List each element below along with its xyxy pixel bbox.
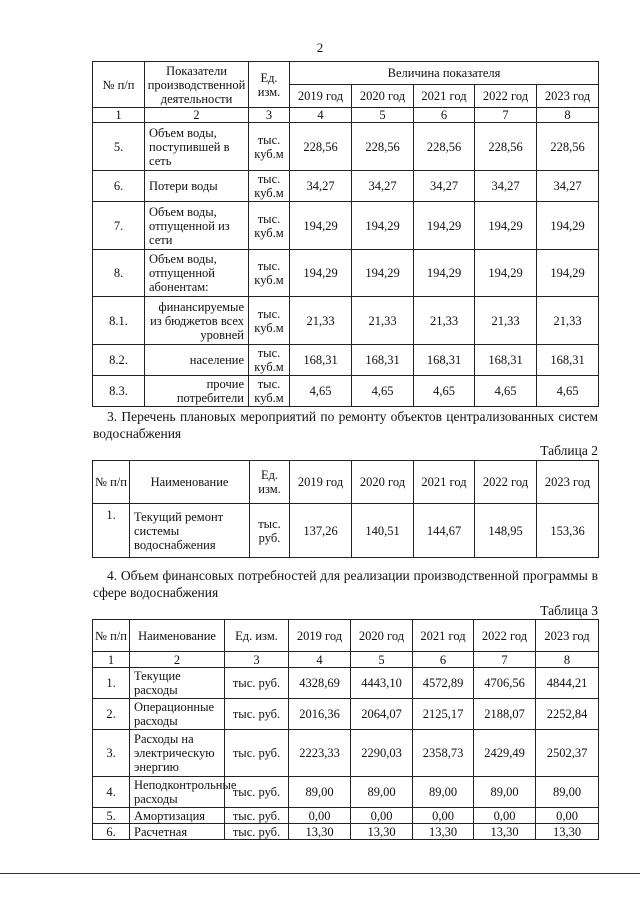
col-number: 6	[414, 108, 475, 123]
table-row	[93, 297, 599, 345]
col-number: 8	[537, 108, 599, 123]
header-num: № п/п	[93, 62, 145, 108]
row-value: 4443,10	[351, 668, 413, 699]
row-name: Расчетная	[130, 824, 225, 840]
header-year: 2021 год	[414, 85, 475, 108]
row-value: 228,56	[290, 123, 352, 171]
row-value: 148,95	[475, 504, 537, 558]
row-unit: тыс. руб.	[225, 824, 289, 840]
page-number: 2	[316, 40, 324, 55]
header-num: № п/п	[93, 461, 130, 504]
row-value: 140,51	[352, 504, 414, 558]
row-value: 2290,03	[351, 730, 413, 777]
table2-caption: Таблица 2	[540, 443, 598, 458]
header-year: 2019 год	[290, 461, 352, 504]
col-number: 7	[474, 652, 536, 668]
table-row	[93, 699, 599, 730]
col-number: 1	[93, 652, 130, 668]
row-value: 21,33	[537, 297, 599, 345]
repair-measures-table	[92, 460, 599, 558]
header-year: 2022 год	[475, 85, 537, 108]
row-value: 2358,73	[413, 730, 474, 777]
header-unit: Ед. изм.	[250, 461, 290, 504]
row-value: 228,56	[352, 123, 414, 171]
row-name: финансируемые из бюджетов всех уровней	[145, 297, 249, 345]
col-number: 4	[289, 652, 351, 668]
row-value: 89,00	[289, 777, 351, 808]
row-name: Объем воды, отпущенной из сети	[145, 202, 249, 250]
header-year: 2023 год	[536, 620, 599, 652]
header-value-group: Величина показателя	[290, 62, 599, 85]
row-num: 1.	[93, 668, 130, 699]
row-value: 34,27	[352, 171, 414, 202]
row-value: 153,36	[537, 504, 599, 558]
col-number: 3	[225, 652, 289, 668]
col-number: 6	[413, 652, 474, 668]
row-value: 194,29	[414, 202, 475, 250]
col-number: 1	[93, 108, 145, 123]
production-indicators-table	[92, 61, 599, 407]
row-num: 7.	[93, 202, 145, 250]
header-name: Наименование	[130, 461, 250, 504]
table-row	[93, 730, 599, 777]
row-name: Объем воды, отпущенной абонентам:	[145, 250, 249, 297]
row-value: 194,29	[352, 250, 414, 297]
header-year: 2020 год	[352, 461, 414, 504]
table-row	[93, 668, 599, 699]
header-name: Наименование	[130, 620, 225, 652]
col-number: 5	[352, 108, 414, 123]
row-value: 194,29	[290, 202, 352, 250]
table-row	[93, 123, 599, 171]
header-year: 2022 год	[474, 620, 536, 652]
row-value: 2223,33	[289, 730, 351, 777]
row-num: 4.	[93, 777, 130, 808]
header-year: 2021 год	[413, 620, 474, 652]
row-num: 1.	[93, 504, 130, 558]
row-value: 228,56	[414, 123, 475, 171]
header-year: 2020 год	[351, 620, 413, 652]
row-value: 0,00	[536, 808, 599, 824]
row-unit: тыс. куб.м	[249, 250, 290, 297]
col-number: 4	[290, 108, 352, 123]
row-unit: тыс. куб.м	[249, 202, 290, 250]
row-value: 89,00	[413, 777, 474, 808]
row-name: Расходы на электрическую энергию	[130, 730, 225, 777]
row-value: 168,31	[414, 345, 475, 376]
section3-heading: 3. Перечень плановых мероприятий по ремонту объектов централизованных систем водоснабжения	[93, 409, 598, 441]
row-num: 8.2.	[93, 345, 145, 376]
row-value: 194,29	[290, 250, 352, 297]
row-value: 2064,07	[351, 699, 413, 730]
row-value: 168,31	[352, 345, 414, 376]
header-year: 2021 год	[414, 461, 475, 504]
col-number: 3	[249, 108, 290, 123]
row-value: 194,29	[537, 250, 599, 297]
row-num: 5.	[93, 808, 130, 824]
row-name: Амортизация	[130, 808, 225, 824]
row-name: прочие потребители	[145, 376, 249, 407]
row-value: 4,65	[414, 376, 475, 407]
row-value: 228,56	[475, 123, 537, 171]
row-value: 137,26	[290, 504, 352, 558]
row-value: 34,27	[414, 171, 475, 202]
row-unit: тыс. куб.м	[249, 345, 290, 376]
row-name: Текущие расходы	[130, 668, 225, 699]
table-row	[93, 171, 599, 202]
row-value: 34,27	[537, 171, 599, 202]
header-unit: Ед. изм.	[225, 620, 289, 652]
row-unit: тыс. руб.	[225, 730, 289, 777]
row-value: 168,31	[290, 345, 352, 376]
header-year: 2023 год	[537, 461, 599, 504]
row-num: 2.	[93, 699, 130, 730]
header-year: 2019 год	[289, 620, 351, 652]
row-value: 89,00	[351, 777, 413, 808]
row-value: 2502,37	[536, 730, 599, 777]
row-num: 8.1.	[93, 297, 145, 345]
row-num: 8.	[93, 250, 145, 297]
col-number: 8	[536, 652, 599, 668]
header-unit: Ед. изм.	[249, 62, 290, 108]
row-unit: тыс. куб.м	[249, 376, 290, 407]
row-num: 6.	[93, 824, 130, 840]
header-indicator: Показатели производственной деятельности	[145, 62, 249, 108]
header-year: 2022 год	[475, 461, 537, 504]
table-row	[93, 250, 599, 297]
row-value: 13,30	[289, 824, 351, 840]
table-row	[93, 504, 599, 558]
row-value: 4,65	[537, 376, 599, 407]
row-num: 3.	[93, 730, 130, 777]
header-num: № п/п	[93, 620, 130, 652]
table-row	[93, 376, 599, 407]
row-unit: тыс. куб.м	[249, 123, 290, 171]
row-unit: тыс. руб.	[250, 504, 290, 558]
row-value: 13,30	[536, 824, 599, 840]
financial-needs-table	[92, 619, 599, 840]
row-num: 8.3.	[93, 376, 145, 407]
row-unit: тыс. руб.	[225, 668, 289, 699]
row-value: 0,00	[413, 808, 474, 824]
row-value: 0,00	[474, 808, 536, 824]
row-name: Текущий ремонт системы водоснабжения	[130, 504, 250, 558]
row-value: 4844,21	[536, 668, 599, 699]
row-unit: тыс. руб.	[225, 777, 289, 808]
row-name: население	[145, 345, 249, 376]
section4-heading: 4. Объем финансовых потребностей для реализации производственной программы в сфере водоснабжения	[93, 568, 598, 600]
row-value: 4706,56	[474, 668, 536, 699]
row-unit: тыс. руб.	[225, 699, 289, 730]
row-name: Неподконтрольные расходы	[130, 777, 225, 808]
col-number: 7	[475, 108, 537, 123]
row-value: 194,29	[537, 202, 599, 250]
row-name: Операционные расходы	[130, 699, 225, 730]
header-year: 2019 год	[290, 85, 352, 108]
row-value: 13,30	[413, 824, 474, 840]
table-row	[93, 824, 599, 840]
row-name: Потери воды	[145, 171, 249, 202]
row-value: 194,29	[475, 250, 537, 297]
row-value: 0,00	[289, 808, 351, 824]
row-value: 168,31	[475, 345, 537, 376]
header-year: 2023 год	[537, 85, 599, 108]
row-value: 2188,07	[474, 699, 536, 730]
row-name: Объем воды, поступившей в сеть	[145, 123, 249, 171]
table3-caption: Таблица 3	[540, 603, 598, 618]
row-value: 194,29	[414, 250, 475, 297]
table-row	[93, 202, 599, 250]
row-value: 89,00	[474, 777, 536, 808]
row-num: 6.	[93, 171, 145, 202]
row-value: 194,29	[475, 202, 537, 250]
row-value: 34,27	[475, 171, 537, 202]
row-value: 2429,49	[474, 730, 536, 777]
row-value: 34,27	[290, 171, 352, 202]
header-year: 2020 год	[352, 85, 414, 108]
row-value: 21,33	[352, 297, 414, 345]
row-value: 13,30	[351, 824, 413, 840]
table-row	[93, 777, 599, 808]
row-value: 228,56	[537, 123, 599, 171]
row-value: 89,00	[536, 777, 599, 808]
row-value: 2252,84	[536, 699, 599, 730]
bottom-divider	[0, 873, 640, 874]
row-unit: тыс. куб.м	[249, 297, 290, 345]
row-value: 4,65	[475, 376, 537, 407]
row-value: 4572,89	[413, 668, 474, 699]
row-value: 21,33	[414, 297, 475, 345]
row-value: 0,00	[351, 808, 413, 824]
col-number: 2	[130, 652, 225, 668]
col-number: 5	[351, 652, 413, 668]
row-value: 21,33	[475, 297, 537, 345]
row-value: 144,67	[414, 504, 475, 558]
row-value: 2125,17	[413, 699, 474, 730]
row-num: 5.	[93, 123, 145, 171]
row-value: 21,33	[290, 297, 352, 345]
row-value: 168,31	[537, 345, 599, 376]
row-value: 194,29	[352, 202, 414, 250]
row-value: 4,65	[352, 376, 414, 407]
table-row	[93, 345, 599, 376]
row-value: 4328,69	[289, 668, 351, 699]
row-value: 4,65	[290, 376, 352, 407]
row-value: 2016,36	[289, 699, 351, 730]
row-value: 13,30	[474, 824, 536, 840]
table-row	[93, 808, 599, 824]
col-number: 2	[145, 108, 249, 123]
row-unit: тыс. руб.	[225, 808, 289, 824]
row-unit: тыс. куб.м	[249, 171, 290, 202]
